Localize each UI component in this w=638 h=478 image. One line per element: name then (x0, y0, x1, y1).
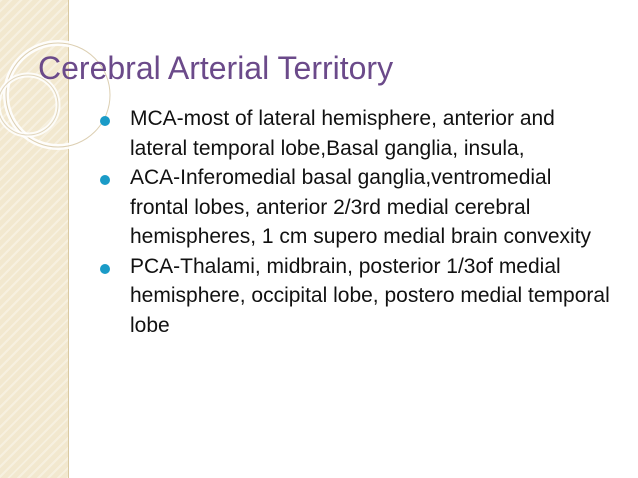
bullet-item-pca (100, 252, 610, 341)
bullet-dot-icon (100, 264, 110, 274)
slide-title: Cerebral Arterial Territory (38, 50, 394, 86)
bullet-dot-icon (100, 175, 110, 185)
bullet-text: MCA-most of lateral hemisphere, anterior and lateral temporal lobe,Basal ganglia, insula, (130, 107, 555, 160)
bullet-list (100, 104, 610, 340)
bullet-text: PCA-Thalami, midbrain, posterior 1/3of medial hemisphere, occipital lobe, postero medial temporal lobe (130, 254, 610, 337)
bullet-item-aca (100, 163, 610, 252)
bullet-dot-icon (100, 116, 110, 126)
bullet-item-mca (100, 104, 610, 163)
bullet-text: ACA-Inferomedial basal ganglia,ventromedial frontal lobes, anterior 2/3rd medial cerebral hemispheres, 1 cm supero medial brain convexity (130, 166, 592, 248)
